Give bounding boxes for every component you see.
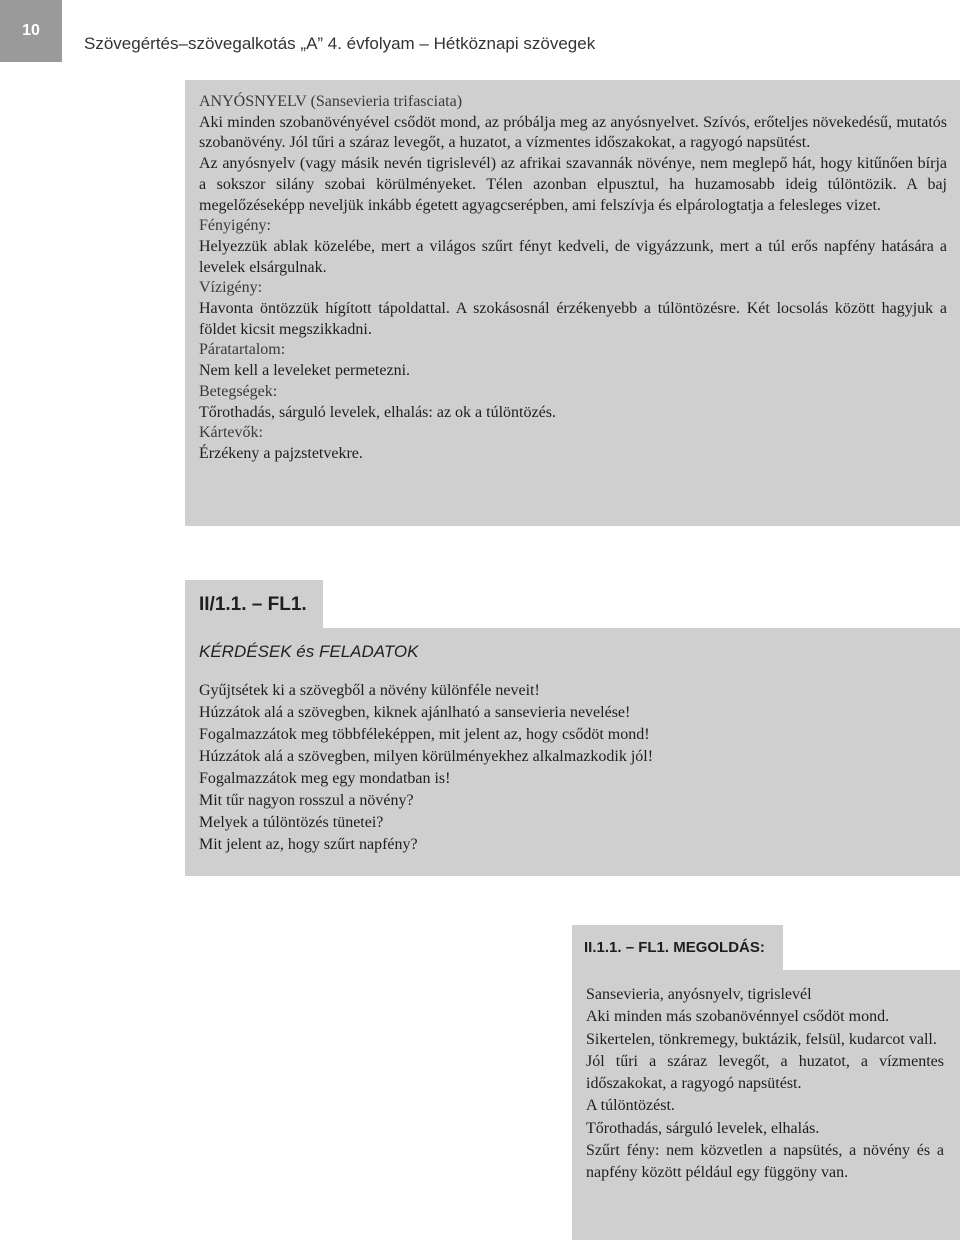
solution-list <box>586 984 944 1185</box>
task-item: Mit jelent az, hogy szűrt napfény? <box>199 836 418 853</box>
humidity-text: Nem kell a leveleket permetezni. <box>199 362 411 380</box>
tasks-heading: KÉRDÉSEK és FELADATOK <box>199 642 419 661</box>
light-label: Fényigény: <box>199 217 271 235</box>
solution-item: Sansevieria, anyósnyelv, tigrislevél <box>586 986 812 1003</box>
solution-box <box>572 970 960 1240</box>
tasks-list <box>199 680 653 856</box>
light-text: Helyezzük ablak közelébe, mert a világos szűrt fényt kedveli, de vigyázzunk, mert a túl erős napfény hatására a levelek elsárgulnak. <box>199 237 947 276</box>
task-label: II/1.1. – FL1. <box>199 594 307 615</box>
disease-label: Betegségek: <box>199 382 278 400</box>
plant-title: ANYÓSNYELV (Sansevieria trifasciata) <box>199 93 463 110</box>
task-item: Húzzátok alá a szövegben, milyen körülményekhez alkalmazkodik jól! <box>199 748 654 765</box>
header-title: Szövegértés–szövegalkotás „A” 4. évfolyam – Hétköznapi szövegek <box>84 34 596 53</box>
solution-item: Tőrothadás, sárguló levelek, elhalás. <box>586 1119 820 1137</box>
solution-label: II.1.1. – FL1. MEGOLDÁS: <box>584 939 765 956</box>
solution-item: A túlöntözést. <box>586 1097 675 1115</box>
plant-text-box <box>185 80 960 526</box>
pest-label: Kártevők: <box>199 424 263 442</box>
tasks-box <box>185 628 960 876</box>
solution-item: Szűrt fény: nem közvetlen a napsütés, a növény és a napfény között például egy függöny van. <box>586 1142 944 1182</box>
task-item: Melyek a túlöntözés tünetei? <box>199 814 384 831</box>
solution-item: Sikertelen, tönkremegy, buktázik, felsül, kudarcot vall. <box>586 1030 937 1048</box>
task-item: Fogalmazzátok meg egy mondatban is! <box>199 770 451 787</box>
task-item: Húzzátok alá a szövegben, kiknek ajánlható a sansevieria nevelése! <box>199 704 631 721</box>
solution-label-tab <box>572 925 783 970</box>
disease-text: Tőrothadás, sárguló levelek, elhalás: az ok a túlöntözés. <box>199 403 556 421</box>
plant-intro: Aki minden szobanövényével csődöt mond, az próbálja meg az anyósnyelvet. Szívós, erőteljes növekedésű, mutatós szobanövény. Jól tűri a száraz levegőt, a huzatot, a vízmentes időszakokat, a ragyogó napsütést. <box>199 113 947 152</box>
pest-text: Érzékeny a pajzstetvekre. <box>199 444 363 462</box>
humidity-label: Páratartalom: <box>199 341 286 359</box>
page-number: 10 <box>0 0 62 62</box>
task-item: Fogalmazzátok meg többféleképpen, mit jelent az, hogy csődöt mond! <box>199 726 650 743</box>
plant-text <box>199 92 947 465</box>
solution-item: Jól tűri a száraz levegőt, a huzatot, a vízmentes időszakokat, a ragyogó napsütést. <box>586 1052 944 1093</box>
water-label: Vízigény: <box>199 279 263 297</box>
water-text: Havonta öntözzük hígított tápoldattal. A szokásosnál érzékenyebb a túlöntözésre. Két locsolás között hagyjuk a földet kicsit megszikkadni. <box>199 300 947 338</box>
solution-item: Aki minden más szobanövénnyel csődöt mond. <box>586 1008 890 1026</box>
plant-description: Az anyósnyelv (vagy másik nevén tigrislevél) az afrikai szavannák növénye, nem meglepő hát, hogy kitűnően bírja a sokszor silány szobai körülményeket. Télen azonban elpusztul, ha huzamosabb ideig túlöntözik. A baj megelőzéseképp neveljük inkább égetett agyagcserépben, ami felszívja és elpárologtatja a felesleges vizet. <box>199 155 947 214</box>
task-item: Mit tűr nagyon rosszul a növény? <box>199 792 414 809</box>
task-label-tab <box>185 580 323 628</box>
task-item: Gyűjtsétek ki a szövegből a növény különféle neveit! <box>199 682 540 699</box>
